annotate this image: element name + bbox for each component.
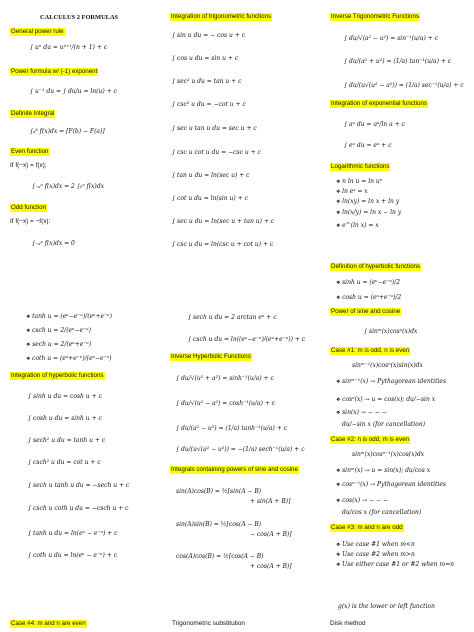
heading-case4: Case #4: m and n are even [11,620,86,627]
case2-4: du/cos x (for cancellation) [342,509,422,516]
log-4: ❖ e^(ln x) = x [336,222,379,230]
int-csch: ∫ csch u du = ln((eᵘ−e⁻ᵘ)/(eᵘ+e⁻ᵘ)) + c [188,336,306,343]
formula-general-power: ∫ uⁿ du = uⁿ⁺¹/(n + 1) + c [30,44,108,51]
int-trig-0: ∫ sin u du = − cos u + c [172,32,246,39]
log-3: ❖ ln(x/y) = ln x − ln y [336,209,401,217]
inv-hyp-2: ∫ du/(a² − u²) = (1/a) tanh⁻¹(u/a) + c [176,425,288,432]
log-2: ❖ ln(xy) = ln x + ln y [336,198,399,206]
case1-1: ❖ sinᵐ⁻¹(x) → Pythagorean identities [336,378,446,386]
inv-trig-2: ∫ du/(u√(u² − a²)) = (1/a) sec⁻¹(u/a) + c [344,82,464,89]
case2-2: ❖ cosⁿ⁻¹(x) → Pythagorean identities [336,481,446,489]
case1-4: du/−sin x (for cancellation) [342,421,426,428]
heading-case2: Case #2: n is odd, m is even [331,436,410,443]
int-hyp-2: ∫ sech² u du = tanh u + c [28,437,106,444]
int-trig-3: ∫ csc² u du = −cot u + c [172,101,246,108]
int-trig-4: ∫ sec u tan u du = sec u + c [172,125,257,132]
hyp-def-coth: ❖ coth u = (eᵘ+e⁻ᵘ)/(eᵘ−e⁻ᵘ) [26,355,112,363]
case1-0: sinᵐ⁻¹(x)cosⁿ(x)sin(x)dx [352,362,423,369]
int-hyp-3: ∫ csch² u du = cot u + c [28,459,101,466]
int-hyp-4: ∫ sech u tanh u du = −sech u + c [28,482,130,489]
inv-trig-1: ∫ du/(a² + u²) = (1/a) tan⁻¹(u/a) + c [344,58,452,65]
int-sech: ∫ sech u du = 2 arctan eᵘ + c [188,314,277,321]
powers-2: sin(A)sin(B) = ½[cos(A − B) [176,521,262,528]
hyp-def-csch: ❖ csch u = 2/(eᵘ−e⁻ᵘ) [26,327,91,335]
heading-inv-trig: Inverse Trigonometric Functions [331,13,420,20]
even-condition: If f(−x) = f(x); [10,162,47,169]
heading-int-exp: Integration of exponential functions [331,100,427,107]
heading-case1: Case #1: m is odd, n is even [331,347,410,354]
int-hyp-0: ∫ sinh u du = cosh u + c [28,393,102,400]
powers-4: cos(A)cos(B) = ½[cos(A − B) [176,553,264,560]
heading-int-trig: Integration of trigonometric functions [171,13,272,20]
formula-even: ∫₋ₐᵃ f(x)dx = 2 ∫₀ᵃ f(x)dx [32,183,104,190]
powers-1: + sin(A + B)] [250,498,291,505]
heading-case3: Case #3: m and n are odd [331,524,403,531]
int-hyp-7: ∫ coth u du = ln(eᵘ − e⁻ᵘ) + c [28,552,118,559]
powers-0: sin(A)cos(B) = ½[sin(A − B) [176,488,262,495]
case3-2: ❖ Use either case #1 or #2 when m=n [336,561,454,569]
case3-0: ❖ Use case #1 when m<n [336,541,415,549]
int-hyp-1: ∫ cosh u du = sinh u + c [28,415,102,422]
heading-disk: Disk method [330,620,366,627]
heading-def-hyp: Definition of hyperbolic functions [331,263,421,270]
powers-3: − cos(A + B)] [250,531,292,538]
int-exp-1: ∫ eᵘ du = eᵘ + c [344,142,392,149]
def-hyp-cosh: ❖ cosh u = (eᵘ+e⁻ᵘ)/2 [336,294,401,302]
int-trig-5: ∫ csc u cot u du = −csc u + c [172,149,261,156]
formula-power-sc: ∫ sinᵐ(x)cosⁿ(x)dx [364,328,418,335]
heading-even: Even function [11,148,49,155]
int-trig-2: ∫ sec² u du = tan u + c [172,78,242,85]
inv-hyp-0: ∫ du/√(u² + a²) = sinh⁻¹(u/a) + c [176,375,274,382]
hyp-def-tanh: ❖ tanh u = (eᵘ−e⁻ᵘ)/(eᵘ+e⁻ᵘ) [26,313,112,321]
int-trig-7: ∫ cot u du = ln(sin u) + c [172,195,248,202]
heading-general-power: General power rule [11,28,64,35]
case2-3: ❖ cos(x) → − − − [336,497,388,505]
case2-0: sinᵐ(x)cosⁿ⁻¹(x)cos(x)dx [352,451,425,458]
inv-hyp-1: ∫ du/√(u² − a²) = cosh⁻¹(u/a) + c [176,400,276,407]
def-hyp-sinh: ❖ sinh u = (eᵘ−e⁻ᵘ)/2 [336,279,400,287]
odd-condition: If f(−x) = −f(x): [10,218,51,225]
footnote: g(x) is the lower or left function [338,603,435,610]
formula-odd: ∫₋ₐᵃ f(x)dx = 0 [32,240,75,247]
log-1: ❖ ln eˣ = x [336,188,368,196]
inv-trig-0: ∫ du/√(a² − u²) = sin⁻¹(u/a) + c [344,35,438,42]
case3-1: ❖ Use case #2 when m>n [336,551,415,559]
heading-power-sc: Power of sine and cosine [331,308,401,315]
powers-5: + cos(A + B)] [250,563,292,570]
heading-definite: Definite Integral [11,110,55,117]
heading-log: Logarithmic functions [331,163,390,170]
inv-hyp-3: ∫ du/(u√(a² − u²)) = −(1/a) sech⁻¹(u/a) + c [176,446,305,453]
int-trig-9: ∫ csc u du = ln(csc u + cot u) + c [172,241,274,248]
int-trig-6: ∫ tan u du = ln(sec u) + c [172,172,250,179]
hyp-def-sech: ❖ sech u = 2/(eᵘ+e⁻ᵘ) [26,341,91,349]
heading-power-minus1: Power formula w/ (-1) exponent [11,68,98,75]
case1-3: ❖ sin(x) → − − − [336,409,387,417]
int-hyp-6: ∫ tanh u du = ln(eᵘ − e⁻ᵘ) + c [28,530,118,537]
int-trig-8: ∫ sec u du = ln(sec u + tan u) + c [172,218,275,225]
case2-1: ❖ sinᵐ(x) → u = sin(x); du/cos x [336,467,430,475]
formula-definite: ∫ₐᵇ f(x)dx = [F(b) − F(a)] [30,128,105,135]
log-0: ❖ n ln u = ln uⁿ [336,178,382,186]
int-hyp-5: ∫ csch u coth u du = −csch u + c [28,505,129,512]
int-trig-1: ∫ cos u du = sin u + c [172,55,239,62]
heading-inv-hyp: Inverse Hyperbolic Functions [171,353,251,360]
heading-trig-sub: Trigonometric substitution [172,620,245,627]
heading-odd: Odd function [11,204,47,211]
formula-power-minus1: ∫ u⁻¹ du = ∫ du/u = ln(u) + c [30,88,117,95]
heading-int-hyp: Integration of hyperbolic functions [11,372,104,379]
page-title: CALCULUS 2 FORMULAS [40,14,119,21]
heading-powers: Integrals containing powers of sine and cosine [171,466,298,473]
int-exp-0: ∫ aᵘ du = aᵘ/ln a + c [344,121,405,128]
case1-2: ❖ cosⁿ(x) → u = cos(x); du/−sin x [336,396,435,404]
